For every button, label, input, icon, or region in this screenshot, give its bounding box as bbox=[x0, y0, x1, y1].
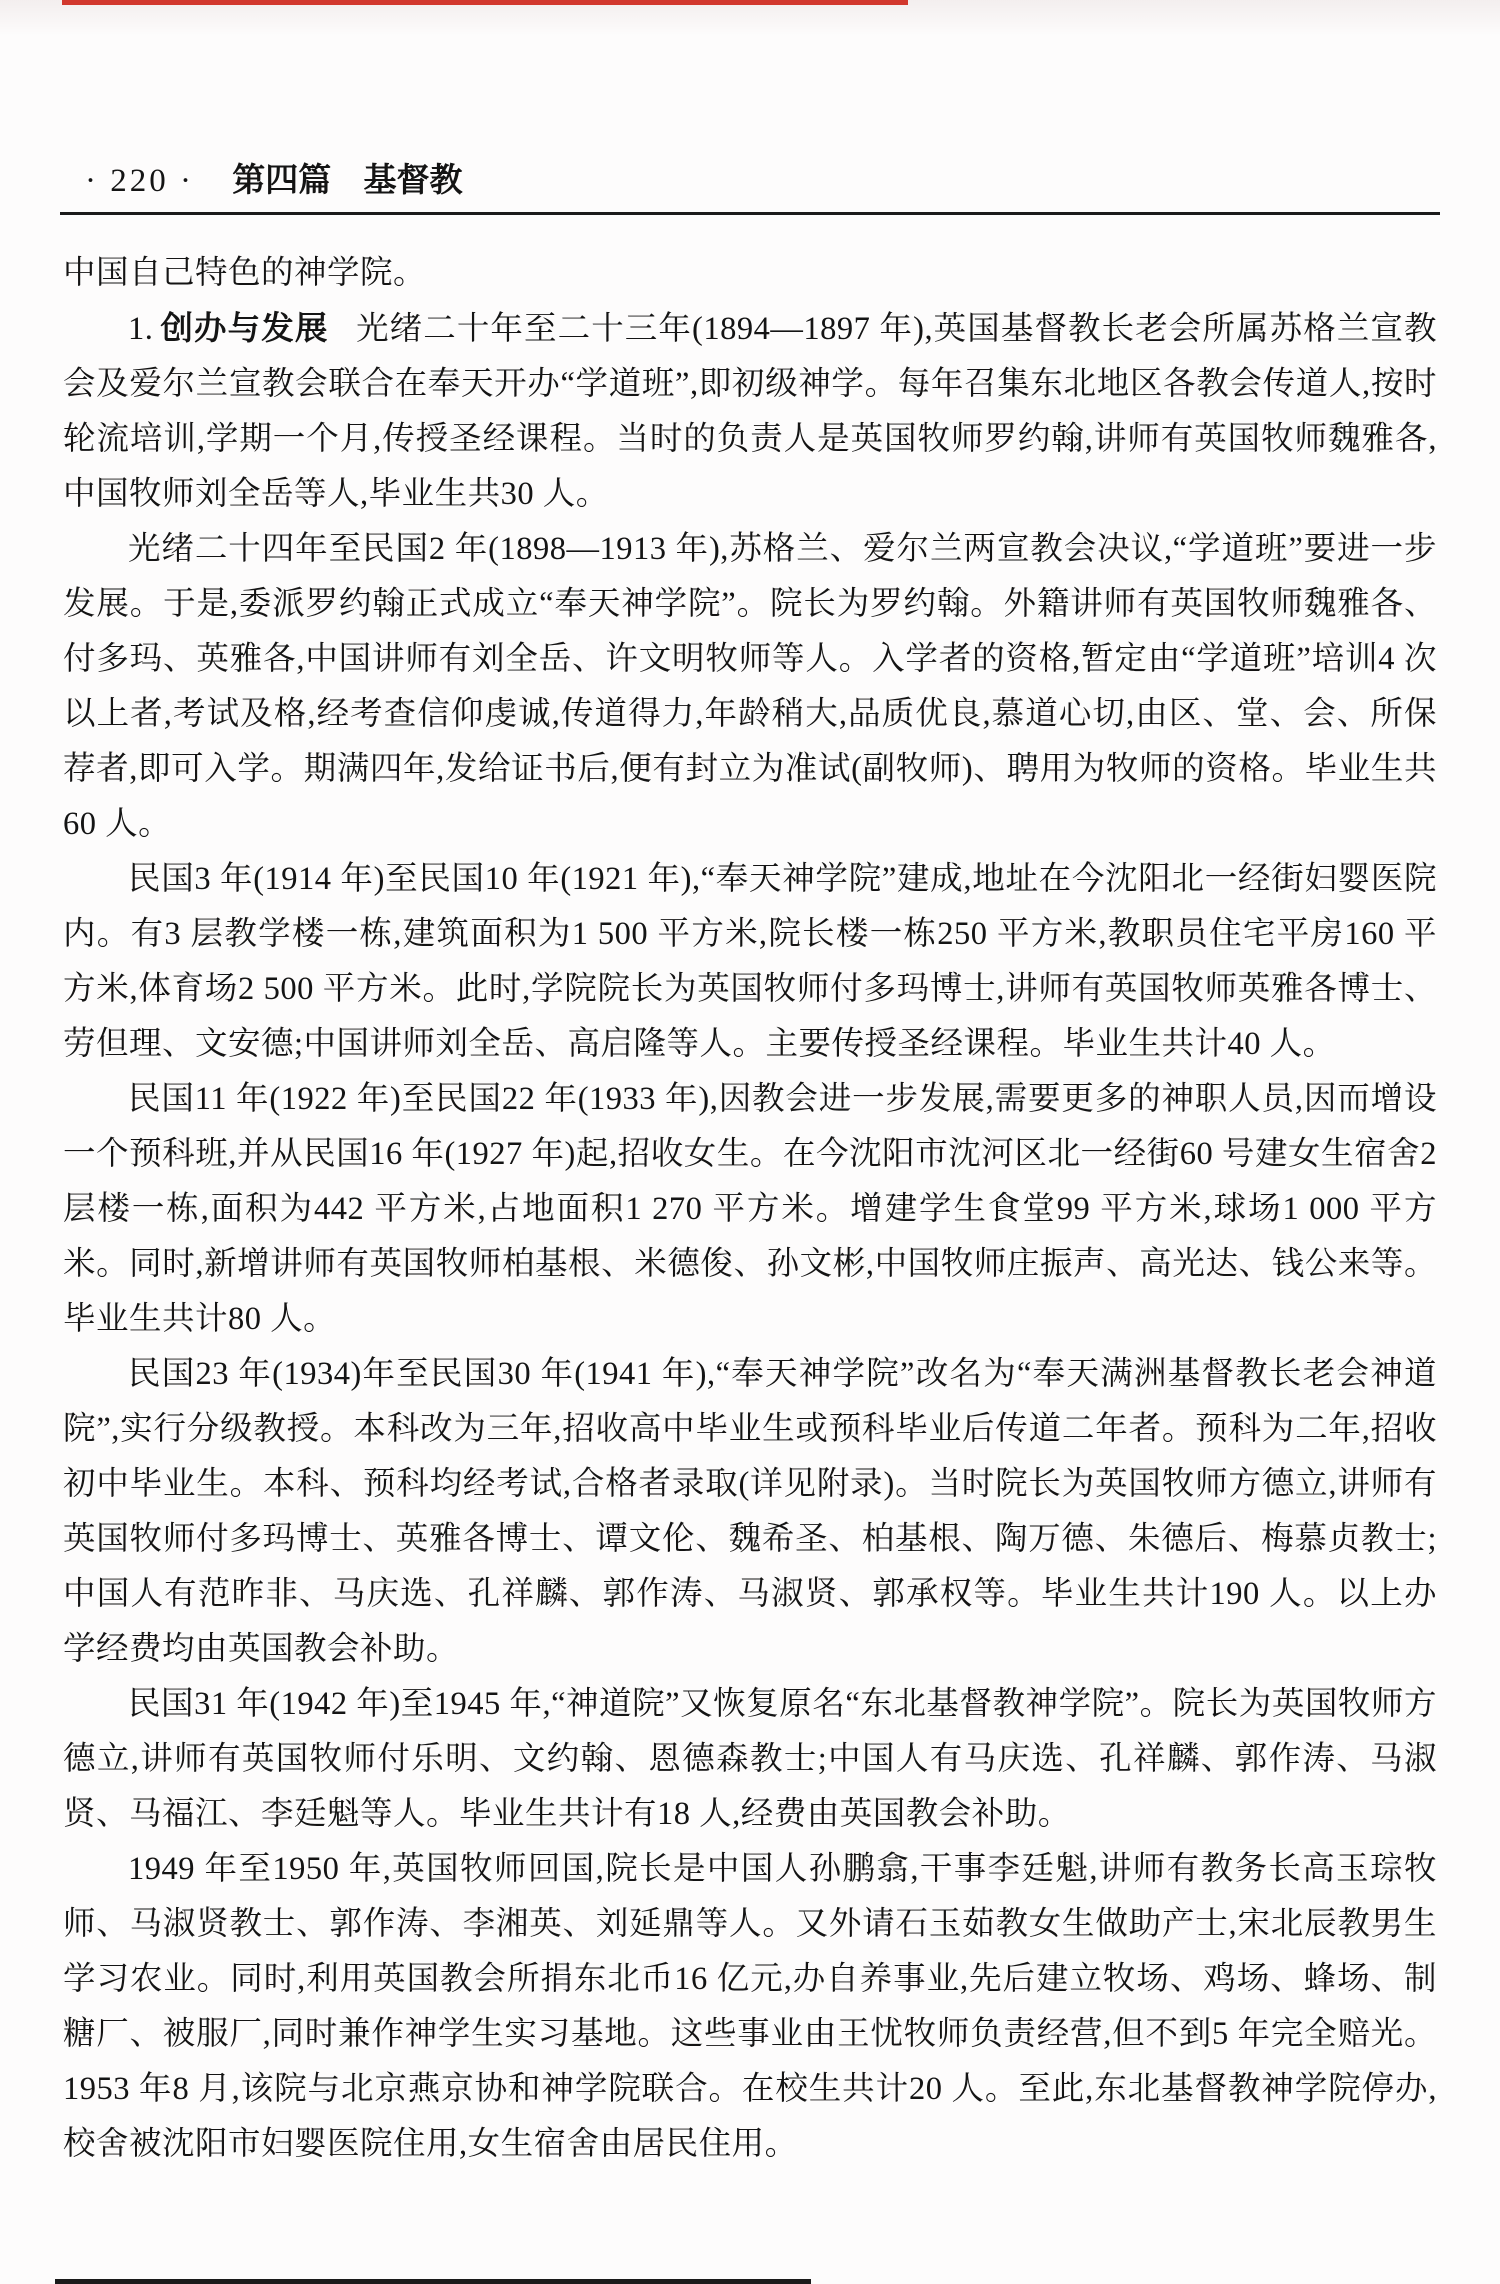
header-rule bbox=[60, 212, 1440, 215]
section-label: 第四篇 bbox=[232, 161, 332, 198]
section-number: 1. bbox=[128, 311, 154, 347]
scan-top-shading bbox=[0, 0, 1500, 36]
paragraph-intro: 中国自己特色的神学院。 bbox=[63, 255, 427, 291]
paragraph: 民国11 年(1922 年)至民国22 年(1933 年),因教会进一步发展,需要更多的神职人员,因而增设一个预科班,并从民国16 年(1927 年)起,招收女生。在今沈阳市沈河区北一经街60 号建女生宿舍2 层楼一栋,面积为442 平方米,占地面积1 270 平方米。增建学生食堂99 平方米,球场1 000 平方米。同时,新增讲师有英国牧师柏基根、米德俊、孙文彬,中国牧师庄振声、高光达、钱公来等。毕业生共计80 人。 bbox=[63, 1081, 1437, 1337]
paragraph: 光绪二十四年至民国2 年(1898—1913 年),苏格兰、爱尔兰两宣教会决议,“学道班”要进一步发展。于是,委派罗约翰正式成立“奉天神学院”。院长为罗约翰。外籍讲师有英国牧师魏雅各、付多玛、英雅各,中国讲师有刘全岳、许文明牧师等人。入学者的资格,暂定由“学道班”培训4 次以上者,考试及格,经考查信仰虔诚,传道得力,年龄稍大,品质优良,慕道心切,由区、堂、会、所保荐者,即可入学。期满四年,发给证书后,便有封立为准试(副牧师)、聘用为牧师的资格。毕业生共60 人。 bbox=[63, 531, 1437, 842]
section-lead-title: 创办与发展 bbox=[159, 310, 329, 346]
section-body-text: 光绪二十年至二十三年(1894—1897 年),英国基督教长老会所属苏格兰宣教会及爱尔兰宣教会联合在奉天开办“学道班”,即初级神学。每年召集东北地区各教会传道人,按时轮流培训,学期一个月,传授圣经课程。当时的负责人是英国牧师罗约翰,讲师有英国牧师魏雅各,中国牧师刘全岳等人,毕业生共30 人。 bbox=[63, 311, 1437, 512]
scan-edge-artifact bbox=[55, 2279, 811, 2284]
page-number: · 220 · bbox=[85, 163, 194, 199]
section-title: 基督教 bbox=[363, 161, 463, 198]
paragraph: 民国31 年(1942 年)至1945 年,“神道院”又恢复原名“东北基督教神学院”。院长为英国牧师方德立,讲师有英国牧师付乐明、文约翰、恩德森教士;中国人有马庆选、孔祥麟、郭作涛、马淑贤、马福江、李廷魁等人。毕业生共计有18 人,经费由英国教会补助。 bbox=[63, 1686, 1437, 1832]
paragraph: 民国23 年(1934)年至民国30 年(1941 年),“奉天神学院”改名为“奉天满洲基督教长老会神道院”,实行分级教授。本科改为三年,招收高中毕业生或预科毕业后传道二年者。预科为二年,招收初中毕业生。本科、预科均经考试,合格者录取(详见附录)。当时院长为英国牧师方德立,讲师有英国牧师付多玛博士、英雅各博士、谭文伦、魏希圣、柏基根、陶万德、朱德后、梅慕贞教士;中国人有范昨非、马庆选、孔祥麟、郭作涛、马淑贤、郭承权等。毕业生共计190 人。以上办学经费均由英国教会补助。 bbox=[63, 1356, 1437, 1667]
page-body bbox=[63, 246, 1437, 2172]
paragraph-numbered-section bbox=[63, 301, 1437, 522]
page-header bbox=[85, 160, 462, 201]
paragraph: 1949 年至1950 年,英国牧师回国,院长是中国人孙鹏翕,干事李廷魁,讲师有教务长高玉琮牧师、马淑贤教士、郭作涛、李湘英、刘延鼎等人。又外请石玉茹教女生做助产士,宋北辰教男生学习农业。同时,利用英国教会所捐东北币16 亿元,办自养事业,先后建立牧场、鸡场、蜂场、制糖厂、被服厂,同时兼作神学生实习基地。这些事业由王忧牧师负责经营,但不到5 年完全赔光。1953 年8 月,该院与北京燕京协和神学院联合。在校生共计20 人。至此,东北基督教神学院停办,校舍被沈阳市妇婴医院住用,女生宿舍由居民住用。 bbox=[63, 1851, 1437, 2162]
scan-red-line bbox=[62, 0, 908, 5]
paragraph: 民国3 年(1914 年)至民国10 年(1921 年),“奉天神学院”建成,地址在今沈阳北一经街妇婴医院内。有3 层教学楼一栋,建筑面积为1 500 平方米,院长楼一栋250 平方米,教职员住宅平房160 平方米,体育场2 500 平方米。此时,学院院长为英国牧师付多玛博士,讲师有英国牧师英雅各博士、劳但理、文安德;中国讲师刘全岳、高启隆等人。主要传授圣经课程。毕业生共计40 人。 bbox=[63, 861, 1437, 1062]
